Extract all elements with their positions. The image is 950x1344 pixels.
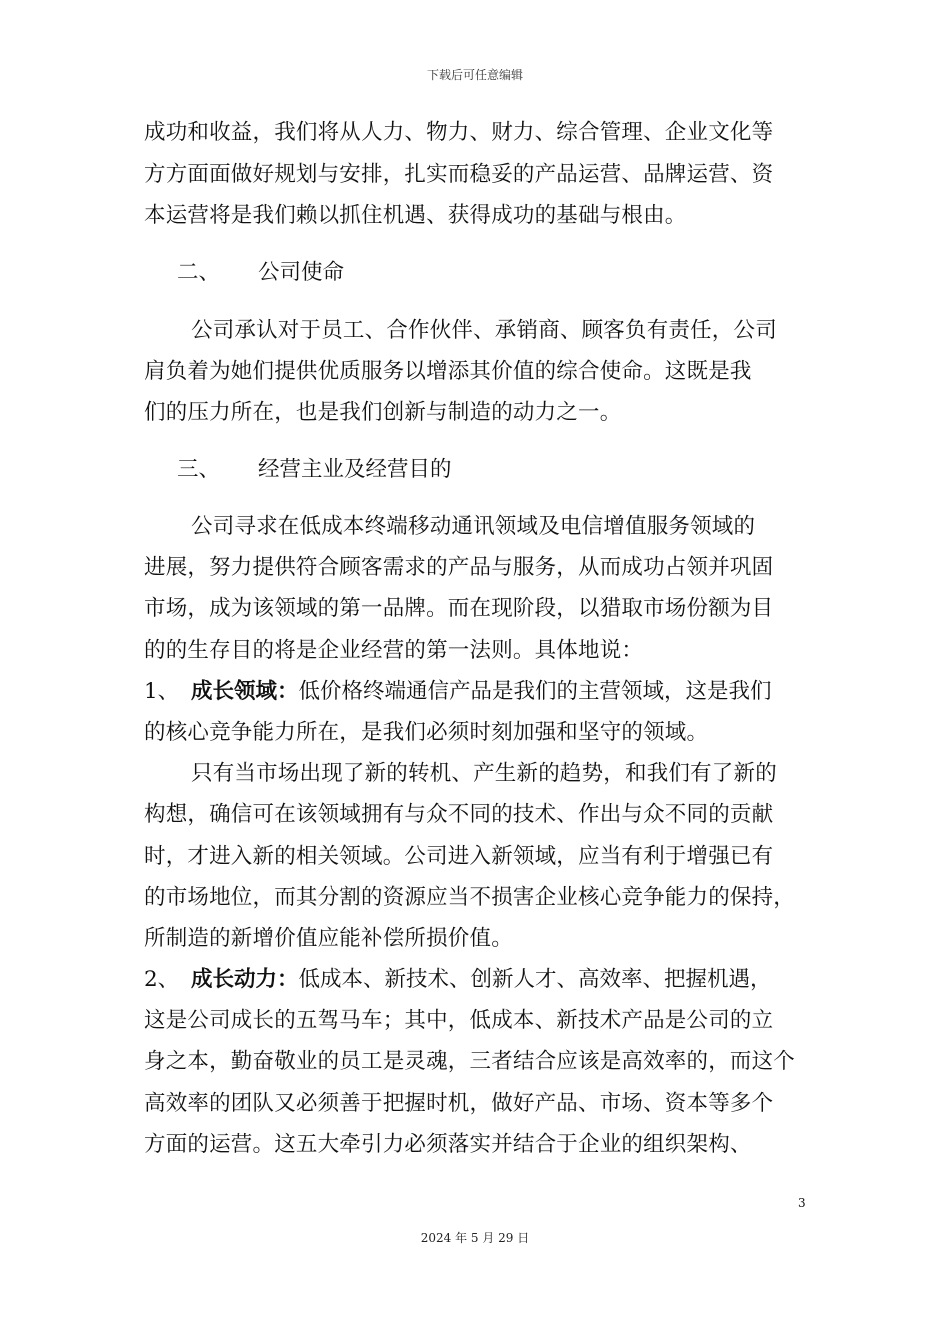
paragraph-line: 只有当市场出现了新的转机、产生新的趋势，和我们有了新的	[191, 761, 777, 786]
paragraph-line: 方面的运营。这五大牵引力必须落实并结合于企业的组织架构、	[144, 1132, 752, 1157]
paragraph-line: 身之本，勤奋敬业的员工是灵魂，三者结合应该是高效率的，而这个	[144, 1049, 796, 1074]
paragraph-line: 高效率的团队又必须善于把握时机，做好产品、市场、资本等多个	[144, 1091, 774, 1116]
list-item-first-line	[191, 965, 772, 995]
paragraph-line: 的市场地位，而其分割的资源应当不损害企业核心竞争能力的保持，	[144, 885, 796, 910]
page-number: 3	[798, 1196, 806, 1210]
list-item-label: 成长领域：	[191, 679, 299, 704]
list-item-text: 低价格终端通信产品是我们的主营领域，这是我们	[298, 679, 772, 704]
page-header-note: 下载后可任意编辑	[426, 68, 523, 82]
section-title: 经营主业及经营目的	[258, 457, 452, 482]
paragraph-line: 成功和收益，我们将从人力、物力、财力、综合管理、企业文化等	[144, 120, 774, 145]
list-item-label: 成长动力：	[191, 967, 299, 992]
footer-date: 2024 年 5 月 29 日	[420, 1231, 530, 1245]
paragraph-line: 进展，努力提供符合顾客需求的产品与服务，从而成功占领并巩固	[144, 555, 774, 580]
paragraph-line: 这是公司成长的五驾马车；其中，低成本、新技术产品是公司的立	[144, 1008, 774, 1033]
list-item-number: 1、	[144, 679, 180, 704]
list-item-text: 低成本、新技术、创新人才、高效率、把握机遇，	[298, 967, 772, 992]
paragraph-line: 本运营将是我们赖以抓住机遇、获得成功的基础与根由。	[144, 203, 687, 228]
paragraph-line: 市场，成为该领域的第一品牌。而在现阶段，以猎取市场份额为目	[144, 596, 774, 621]
list-item-number: 2、	[144, 967, 180, 992]
paragraph-line: 所制造的新增价值应能补偿所损价值。	[144, 926, 513, 951]
paragraph-line: 方方面面做好规划与安排，扎实而稳妥的产品运营、品牌运营、资	[144, 162, 774, 187]
paragraph-line: 肩负着为她们提供优质服务以增添其价值的综合使命。这既是我	[144, 359, 752, 384]
paragraph-line: 们的压力所在，也是我们创新与制造的动力之一。	[144, 400, 622, 425]
paragraph-line: 的的生存目的将是企业经营的第一法则。具体地说：	[144, 638, 644, 663]
paragraph-line: 公司寻求在低成本终端移动通讯领域及电信增值服务领域的	[191, 514, 756, 539]
paragraph-line: 时，才进入新的相关领域。公司进入新领域，应当有利于增强已有	[144, 844, 774, 869]
section-number: 二、	[177, 260, 221, 285]
section-number: 三、	[177, 457, 221, 482]
paragraph-line: 构想，确信可在该领域拥有与众不同的技术、作出与众不同的贡献	[144, 802, 774, 827]
section-title: 公司使命	[258, 260, 345, 285]
list-item-first-line	[191, 677, 772, 707]
paragraph-line: 的核心竞争能力所在，是我们必须时刻加强和坚守的领域。	[144, 720, 709, 745]
paragraph-line: 公司承认对于员工、合作伙伴、承销商、顾客负有责任，公司	[191, 318, 777, 343]
